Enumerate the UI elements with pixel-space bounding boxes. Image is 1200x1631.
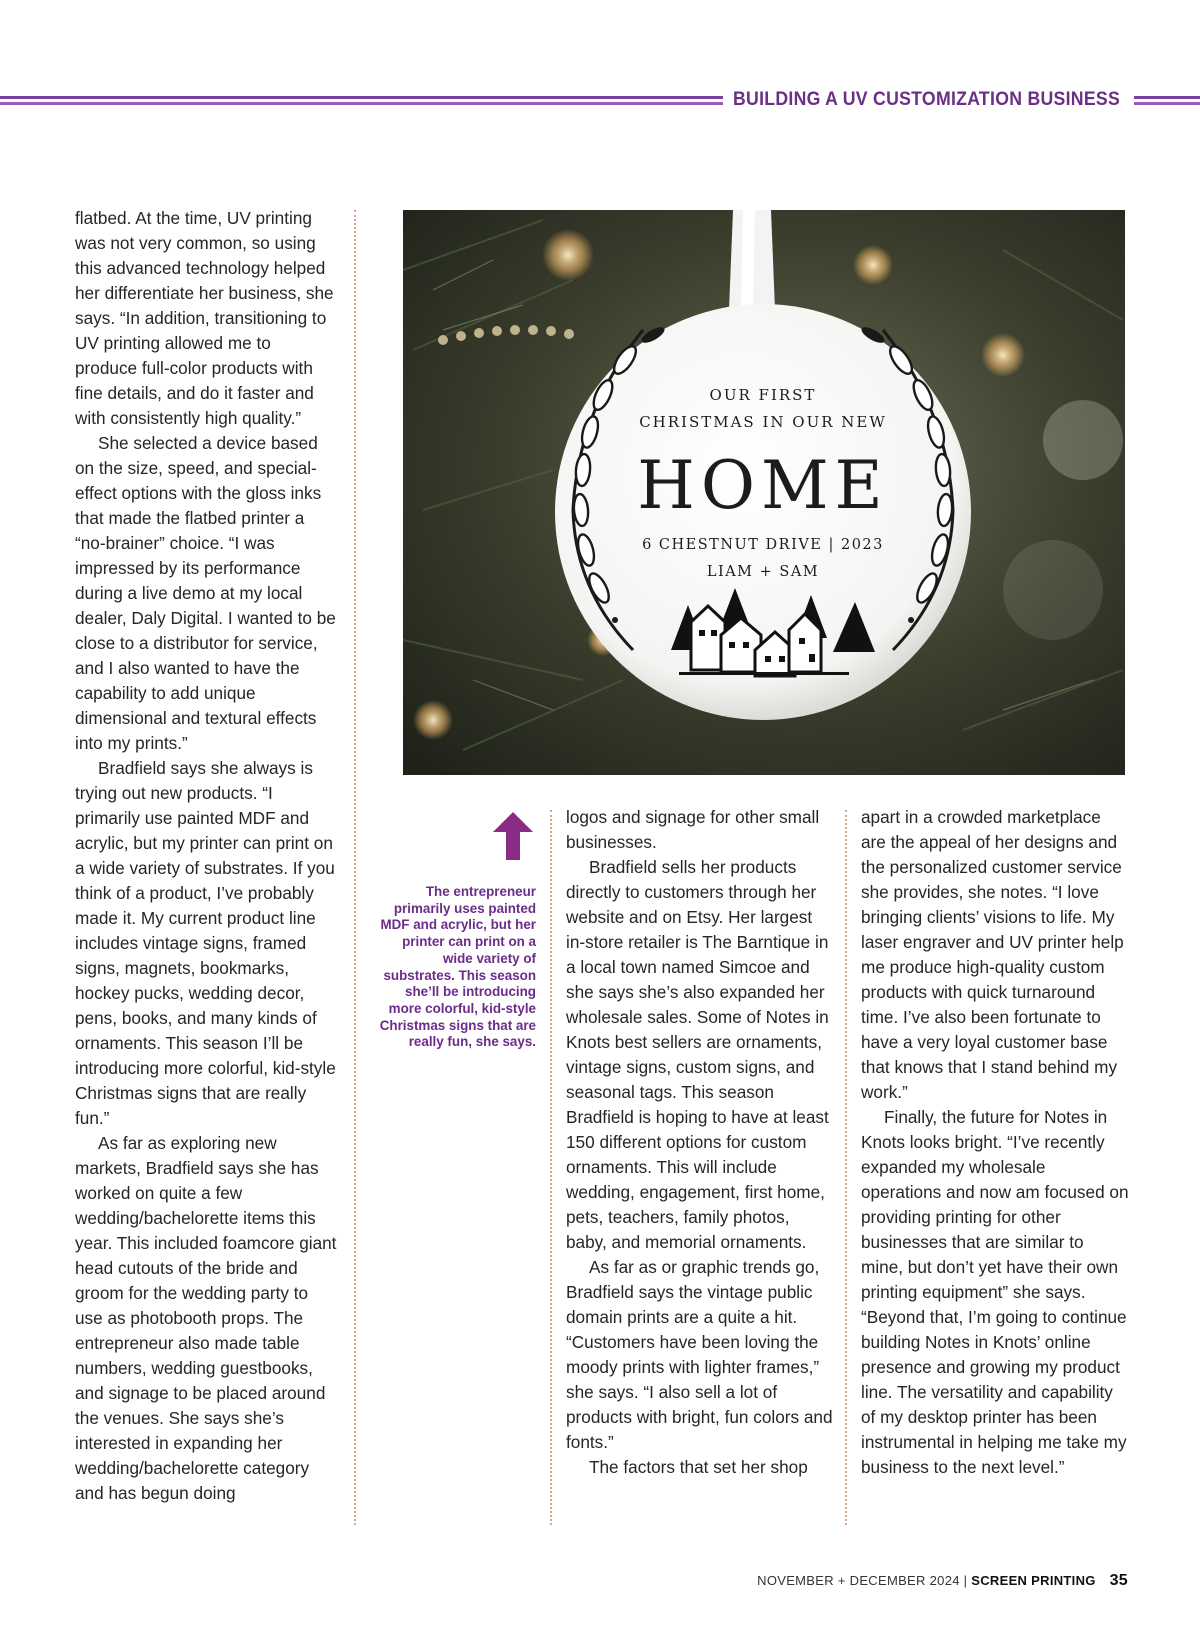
- header-rule-left: [0, 96, 723, 108]
- column-divider: [354, 210, 356, 1525]
- paragraph: Bradfield says she always is trying out new products. “I primarily use painted MDF and acrylic, but my printer can print on a wide variety of substrates. If you think of a product, I’ve probably made it. My current product line includes vintage signs, framed signs, magnets, bookmarks, hockey pucks, wedding decor, pens, books, and many kinds of ornaments. This season I’ll be introducing more colorful, kid-style Christmas signs that are really fun.”: [75, 758, 336, 1128]
- paragraph: The factors that set her shop: [589, 1457, 808, 1477]
- ornament-main-word: HOME: [637, 447, 889, 524]
- up-arrow-icon: [493, 812, 533, 860]
- section-title: BUILDING A UV CUSTOMIZATION BUSINESS: [733, 89, 1121, 110]
- column-divider: [845, 810, 847, 1525]
- page-footer: [700, 1572, 1128, 1596]
- paragraph: Bradfield sells her products directly to customers through her website and on Etsy. Her largest in-store retailer is The Barntique in a local town named Simcoe and she says she’s also expanded her wholesale sales. Some of Notes in Knots best sellers are ornaments, vintage signs, custom signs, and seasonal tags. This season Bradfield is hoping to have at least 150 different options for custom ornaments. This will include wedding, engagement, first home, pets, teachers, family photos, baby, and memorial ornaments.: [566, 857, 829, 1252]
- paragraph: Finally, the future for Notes in Knots looks bright. “I’ve recently expanded my wholesale operations and now am focused on providing printing for other businesses that are similar to mine, but don’t yet have their own printing equipment” she says. “Beyond that, I’m going to continue building Notes in Knots’ online presence and growing my product line. The versatility and capability of my desktop printer has been instrumental in helping me take my business to the next level.”: [861, 1107, 1129, 1477]
- ornament-line-1: OUR FIRST: [709, 386, 817, 404]
- paragraph: As far as exploring new markets, Bradfield says she has worked on quite a few wedding/bachelorette items this year. This included foamcore giant head cutouts of the bride and groom for the wedding party to use as photobooth props. The entrepreneur also made table numbers, wedding guestbooks, and signage to be placed around the venues. She says she’s interested in expanding her wedding/bachelorette category and has begun doing: [75, 1133, 337, 1503]
- ornament-names: LIAM + SAM: [706, 564, 820, 580]
- publication-name: SCREEN PRINTING: [971, 1573, 1096, 1588]
- article-column-1: [75, 206, 337, 1506]
- paragraph: flatbed. At the time, UV printing was not very common, so using this advanced technology helped her differentiate her business, she says. “In addition, transitioning to UV printing allowed me to produce full-color products with fine details, and do it faster and with consistently high quality.”: [75, 208, 334, 428]
- ornament-address: 6 CHESTNUT DRIVE | 2023: [642, 537, 884, 553]
- ornament-line-2: CHRISTMAS IN OUR NEW: [639, 413, 887, 431]
- paragraph: apart in a crowded marketplace are the appeal of her designs and the personalized customer service she provides, she notes. “I love bringing clients’ visions to life. My laser engraver and UV printer help me produce high-quality custom products with quick turnaround time. I’ve also been fortunate to have a very loyal customer base that knows that I stand behind my work.”: [861, 807, 1124, 1102]
- paragraph: She selected a device based on the size, speed, and special-effect options with the gloss inks that made the flatbed printer a “no-brainer” choice. “I was impressed by its performance during a live demo at my local dealer, Daly Digital. I wanted to be close to a distributor for service, and I also wanted to have the capability to add unique dimensional and textural effects into my prints.”: [75, 433, 336, 753]
- photo-caption: The entrepreneur primarily uses painted MDF and acrylic, but her printer can print on a wide variety of substrates. This season she’ll be introducing more colorful, kid-style Christmas signs that are really fun, she says.: [379, 884, 536, 1050]
- issue-date: NOVEMBER + DECEMBER 2024 |: [757, 1573, 968, 1588]
- ornament-photo: [403, 210, 1125, 775]
- paragraph: logos and signage for other small businesses.: [566, 807, 820, 852]
- header-rule-right: [1134, 96, 1200, 108]
- column-divider: [550, 810, 552, 1525]
- article-column-3: [566, 805, 834, 1480]
- article-column-4: [861, 805, 1129, 1480]
- page-number: 35: [1109, 1572, 1128, 1589]
- paragraph: As far as or graphic trends go, Bradfield says the vintage public domain prints are a quite a hit. “Customers have been loving the moody prints with lighter frames,” she says. “I also sell a lot of products with bright, fun colors and fonts.”: [566, 1257, 833, 1452]
